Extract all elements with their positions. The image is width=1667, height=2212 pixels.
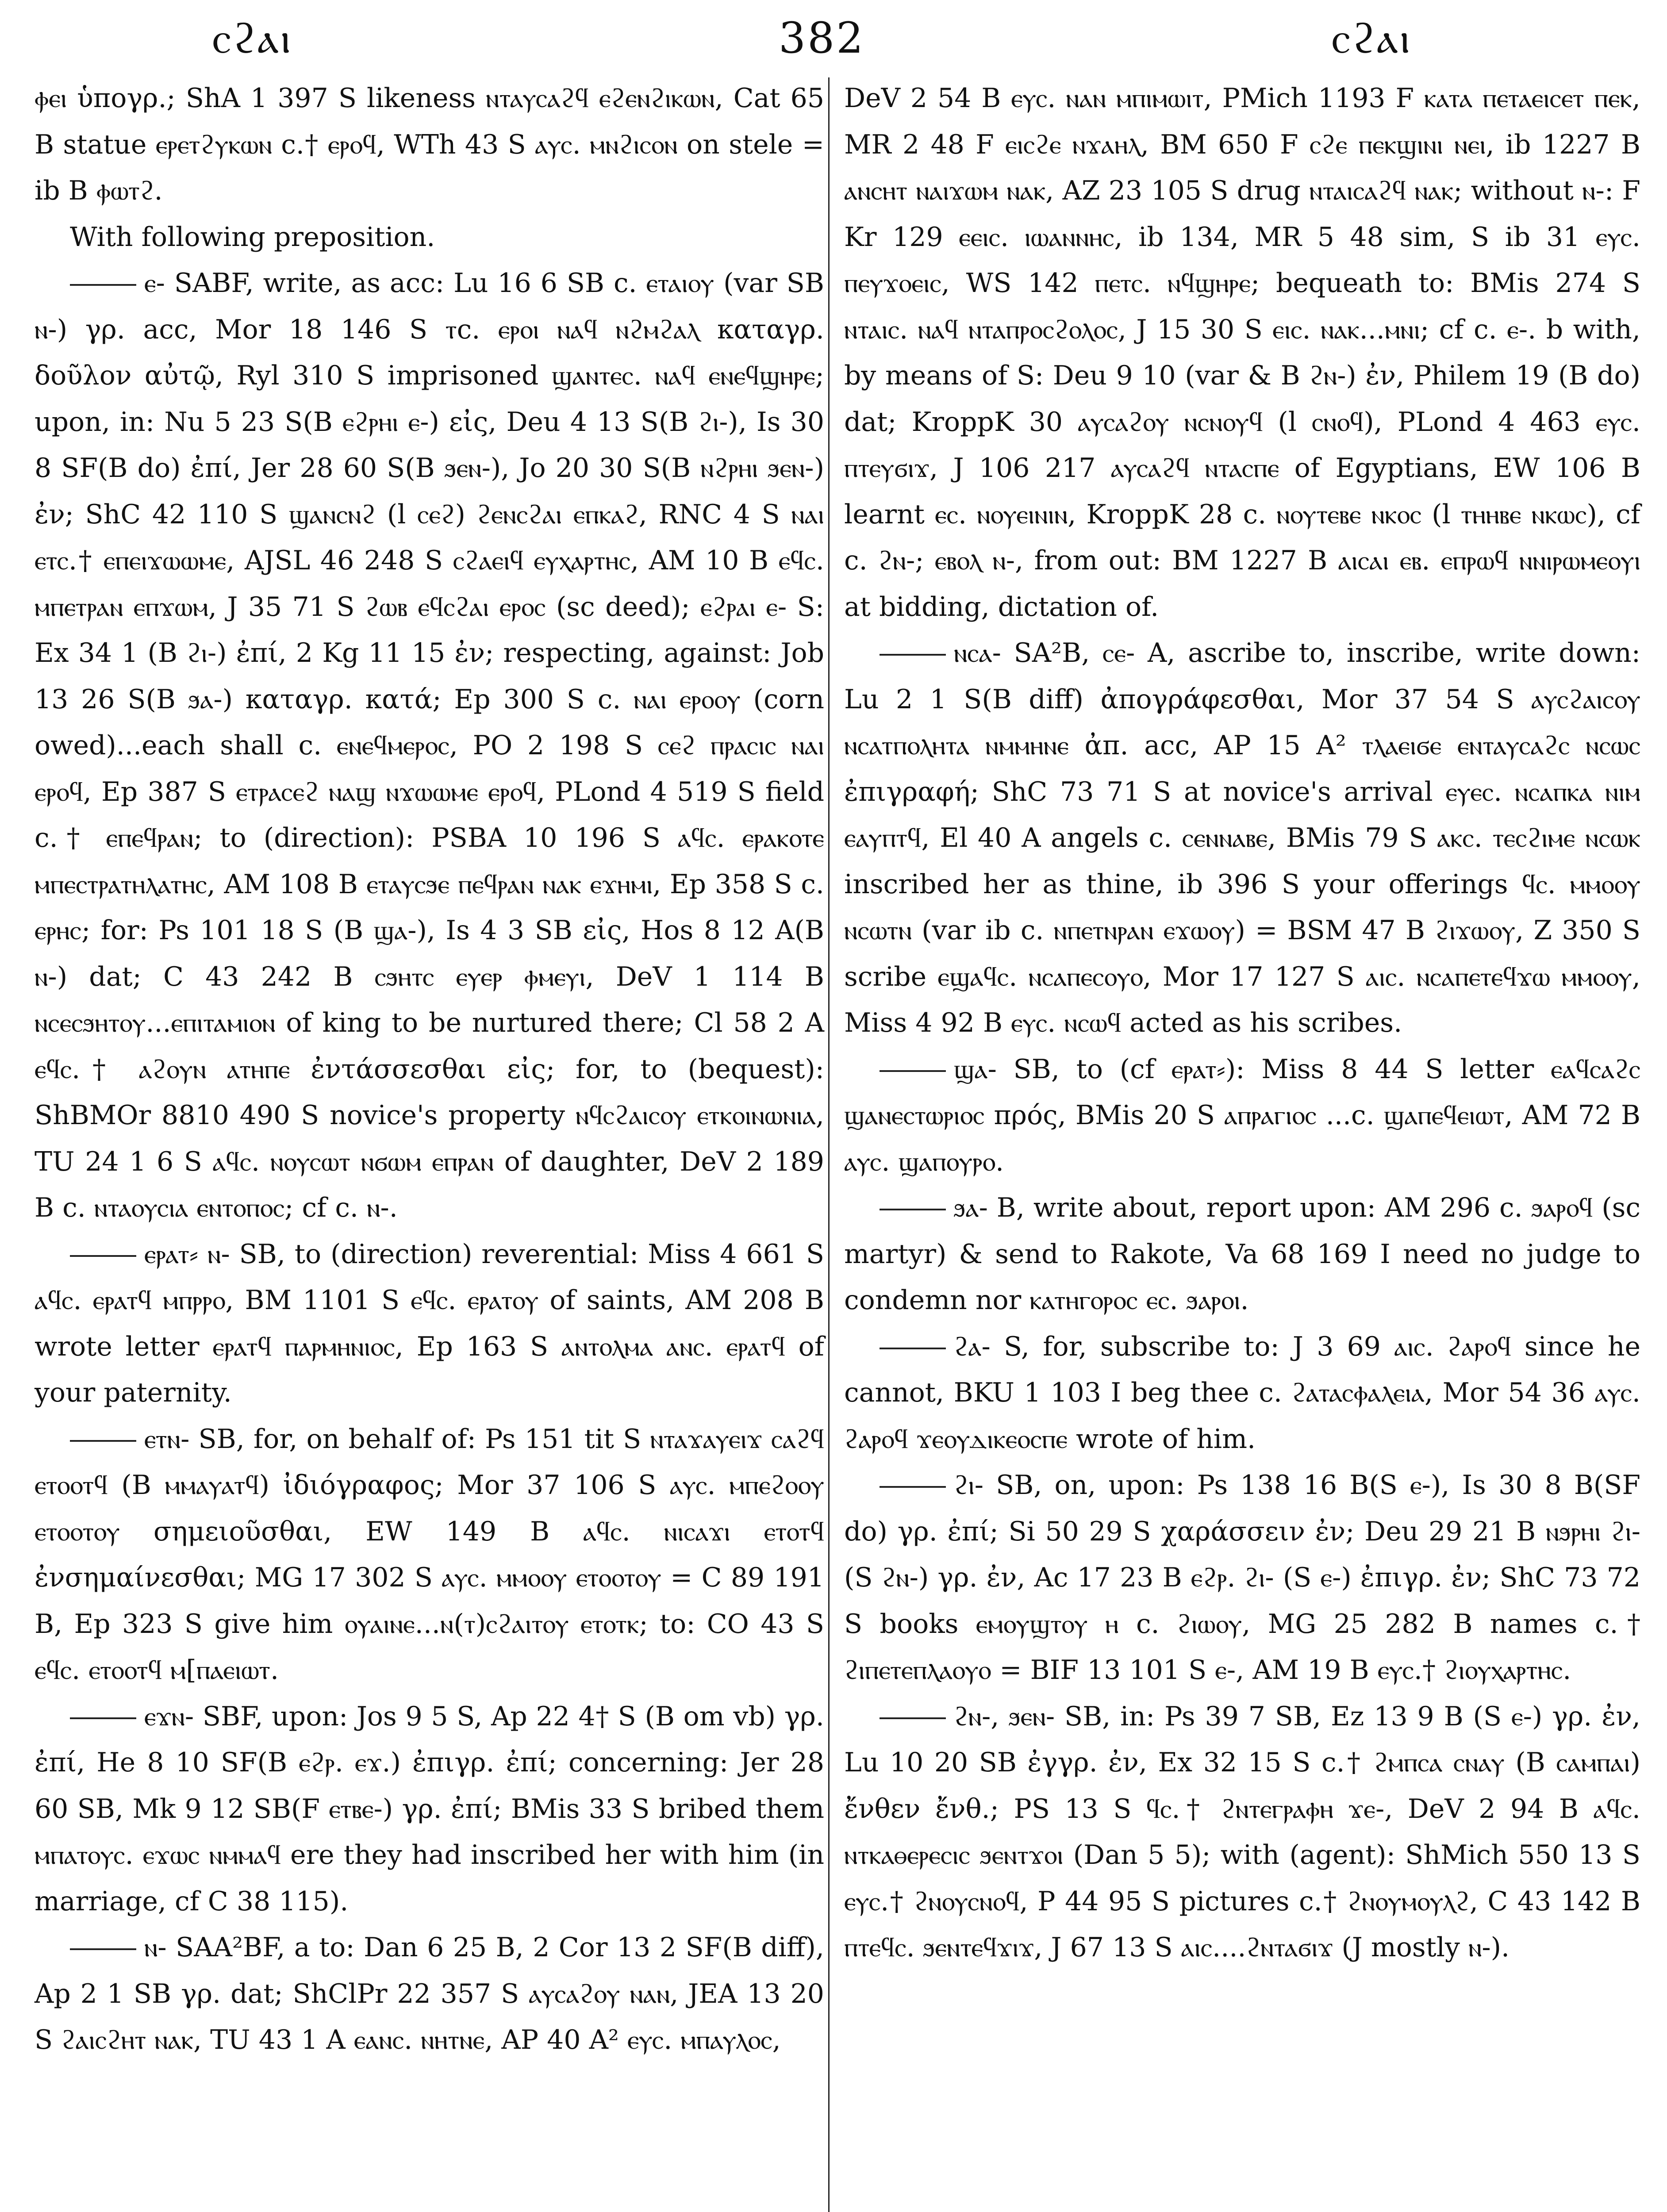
entry-continuation: DeV 2 54 B ⲉⲩⲥ. ⲛⲁⲛ ⲙⲡⲓⲙⲱⲓⲧ, PMich 1193 F ⲕⲁⲧⲁ ⲡⲉⲧⲁⲉⲓⲥⲉⲧ ⲡⲉⲕ, MR 2 48 F ⲉⲓⲥϩⲉ ⲛϫⲁⲏⲗ, BM 650 F ⲥϩⲉ ⲡⲉⲕϣⲓⲛⲓ ⲛⲉⲓ, ib 1227 B ⲁⲛⲥⲏⲧ ⲛⲁⲓϫⲱⲙ ⲛⲁⲕ, AZ 23 105 S drug ⲛⲧⲁⲓⲥⲁϩϥ ⲛⲁⲕ; without ⲛ-: F Kr 129 ⲉⲉⲓⲥ. ⲓⲱⲁⲛⲛⲏⲥ, ib 134, MR 5 48 sim, S ib 31 ⲉⲩⲥ. ⲡⲉⲩϫⲟⲉⲓⲥ, WS 142 ⲡⲉⲧⲥ. ⲛϥϣⲏⲣⲉ; bequeath to: BMis 274 S ⲛⲧⲁⲓⲥ. ⲛⲁϥ ⲛⲧⲁⲡⲣⲟⲥϩⲟⲗⲟⲥ, J 15 30 S ⲉⲓⲥ. ⲛⲁⲕ...ⲙⲛⲓ; cf c. ⲉ-. b with, by means of S: Deu 9 10 (var & B ϩⲛ-) ἐν, Philem 19 (B do) dat; KroppK 30 ⲁⲩⲥⲁϩⲟⲩ ⲛⲥⲛⲟⲩϥ (l ⲥⲛⲟϥ), PLond 4 463 ⲉⲩⲥ. ⲡⲧⲉⲩϭⲓϫ, J 106 217 ⲁⲩⲥⲁϩϥ ⲛⲧⲁⲥⲡⲉ of Egyptians, EW 106 B learnt ⲉⲥ. ⲛⲟⲩⲉⲓⲛⲓⲛ, KroppK 28 c. ⲛⲟⲩⲧⲉⲃⲉ ⲛⲕⲟⲥ (l ⲧⲏⲏⲃⲉ ⲛⲕⲱⲥ), cf c. ϩⲛ-; ⲉⲃⲟⲗ ⲛ-, from out: BM 1227 B ⲁⲓⲥⲁⲓ ⲉⲃ. ⲉⲡⲣⲱϥ ⲛⲛⲓⲣⲱⲙⲉⲟⲩⲓ at bidding, dictation of.: [844, 83, 1640, 622]
em-dash-rule: [70, 1440, 136, 1442]
page-number: 382: [779, 13, 865, 63]
subentry-text: ⲛⲥⲁ- SA²B, ⲥⲉ- A, ascribe to, inscribe, write down: Lu 2 1 S(B diff) ἀπογράφεσθαι, Mor 37 54 S ⲁⲩⲥϩⲁⲓⲥⲟⲩ ⲛⲥⲁⲧⲡⲟⲗⲏⲧⲁ ⲛⲙⲙⲏⲛⲉ ἀπ. acc, AP 15 A² ⲧⲗⲁⲉⲓϭⲉ ⲉⲛⲧⲁⲩⲥⲁϩⲥ ⲛⲥⲱⲥ ἐπιγραφή; ShC 73 71 S at novice's arrival ⲉⲩⲉⲥ. ⲛⲥⲁⲡⲕⲁ ⲛⲓⲙ ⲉⲁⲩⲡⲧϥ, El 40 A angels c. ⲥⲉⲛⲛⲁⲃⲉ, BMis 79 S ⲁⲕⲥ. ⲧⲉⲥϩⲓⲙⲉ ⲛⲥⲱⲕ inscribed her as thine, ib 396 S your offerings ϥⲥ. ⲙⲙⲟⲟⲩ ⲛⲥⲱⲧⲛ (var ib c. ⲛⲡⲉⲧⲛⲣⲁⲛ ⲉϫⲱⲟⲩ) = BSM 47 B ϩⲓϫⲱⲟⲩ, Z 350 S scribe ⲉϣⲁϥⲥ. ⲛⲥⲁⲡⲉⲥⲟⲩⲟ, Mor 17 127 S ⲁⲓⲥ. ⲛⲥⲁⲡⲉⲧⲉϥϫⲱ ⲙⲙⲟⲟⲩ, Miss 4 92 B ⲉⲩⲥ. ⲛⲥⲱϥ acted as his scribes.: [844, 637, 1640, 1038]
em-dash-rule: [880, 1717, 946, 1719]
subentry-kha: [844, 1185, 1640, 1324]
em-dash-rule: [70, 1255, 136, 1257]
subentry-sha: [844, 1046, 1640, 1185]
subentry-text: ϩⲁ- S, for, subscribe to: J 3 69 ⲁⲓⲥ. ϩⲁⲣⲟϥ since he cannot, BKU 1 103 I beg thee c. ϩⲁⲧⲁⲥⲫⲁⲗⲉⲓⲁ, Mor 54 36 ⲁⲩⲥ. ϩⲁⲣⲟϥ ϫⲉⲟⲩⲇⲓⲕⲉⲟⲥⲡⲉ wrote of him.: [844, 1331, 1640, 1455]
subentry-n: [35, 1924, 824, 2063]
running-head-left: ⲥϩⲁⲓ: [212, 13, 292, 63]
em-dash-rule: [880, 1348, 946, 1349]
subentry-hi: [844, 1462, 1640, 1694]
subentry-text: ⲉϫⲛ- SBF, upon: Jos 9 5 S, Ap 22 4† S (B om vb) γρ. ἐπί, He 8 10 SF(B ⲉϩⲣ. ⲉϫ.) ἐπιγρ. ἐπί; concerning: Jer 28 60 SB, Mk 9 12 SB(F ⲉⲧⲃⲉ-) γρ. ἐπί; BMis 33 S bribed them ⲙⲡⲁⲧⲟⲩⲥ. ⲉϫⲱⲥ ⲛⲙⲙⲁϥ ere they had inscribed her with him (in marriage, cf C 38 115).: [35, 1701, 824, 1917]
section-heading: With following preposition.: [70, 221, 435, 253]
subentry-text: ϩⲓ- SB, on, upon: Ps 138 16 B(S ⲉ-), Is 30 8 B(SF do) γρ. ἐπί; Si 50 29 S χαράσσειν ἐν; Deu 29 21 B ⲛϧⲣⲏⲓ ϩⲓ- (S ϩⲛ-) γρ. ἐν, Ac 17 23 B ⲉϩⲣ. ϩⲓ- (S ⲉ-) ἐπιγρ. ἐν; ShC 73 72 S books ⲉⲙⲟⲩϣⲧⲟⲩ ⲏ c. ϩⲓⲱⲟⲩ, MG 25 282 B names c.† ϩⲓⲡⲉⲧⲉⲡⲗⲁⲟⲩⲟ = BIF 13 101 S ⲉ-, AM 19 B ⲉⲩⲥ.† ϩⲓⲟⲩⲭⲁⲣⲧⲏⲥ.: [844, 1470, 1640, 1686]
left-column: [35, 75, 824, 2063]
em-dash-rule: [70, 1948, 136, 1950]
subentry-text: ⲉ- SABF, write, as acc: Lu 16 6 SB c. ⲉⲧⲁⲓⲟⲩ (var SB ⲛ-) γρ. acc, Mor 18 146 S ⲧc. ⲉⲣⲟⲓ ⲛⲁϥ ⲛϩⲙϩⲁⲗ καταγρ. δοῦλον αὐτῷ, Ryl 310 S imprisoned ϣⲁⲛⲧⲉⲥ. ⲛⲁϥ ⲉⲛⲉϥϣⲏⲣⲉ; upon, in: Nu 5 23 S(B ⲉϩⲣⲏⲓ ⲉ-) εἰς, Deu 4 13 S(B ϩⲓ-), Is 30 8 SF(B do) ἐπί, Jer 28 60 S(B ϧⲉⲛ-), Jo 20 30 S(B ⲛϩⲣⲏⲓ ϧⲉⲛ-) ἐν; ShC 42 110 S ϣⲁⲛⲥⲛϩ (l ⲥⲉϩ) ϩⲉⲛⲥϩⲁⲓ ⲉⲡⲕⲁϩ, RNC 4 S ⲛⲁⲓ ⲉⲧⲥ.† ⲉⲡⲉⲓϫⲱⲱⲙⲉ, AJSL 46 248 S ⲥϩⲁⲉⲓϥ ⲉⲩⲭⲁⲣⲧⲏⲥ, AM 10 B ⲉϥⲥ. ⲙⲡⲉⲧⲣⲁⲛ ⲉⲡϫⲱⲙ, J 35 71 S ϩⲱⲃ ⲉϥⲥϩⲁⲓ ⲉⲣⲟⲥ (sc deed); ⲉϩⲣⲁⲓ ⲉ- S: Ex 34 1 (B ϩⲓ-) ἐπί, 2 Kg 11 15 ἐν; respecting, against: Job 13 26 S(B ϧⲁ-) καταγρ. κατά; Ep 300 S c. ⲛⲁⲓ ⲉⲣⲟⲟⲩ (corn owed)...each shall c. ⲉⲛⲉϥⲙⲉⲣⲟⲥ, PO 2 198 S ⲥⲉϩ ⲡⲣⲁⲥⲓⲥ ⲛⲁⲓ ⲉⲣⲟϥ, Ep 387 S ⲉⲧⲣⲁⲥⲉϩ ⲛⲁϣ ⲛϫⲱⲱⲙⲉ ⲉⲣⲟϥ, PLond 4 519 S field c.† ⲉⲡⲉϥⲣⲁⲛ; to (direction): PSBA 10 196 S ⲁϥⲥ. ⲉⲣⲁⲕⲟⲧⲉ ⲙⲡⲉⲥⲧⲣⲁⲧⲏⲗⲁⲧⲏⲥ, AM 108 B ⲉⲧⲁⲩⲥϧⲉ ⲡⲉϥⲣⲁⲛ ⲛⲁⲕ ⲉϫⲏⲙⲓ, Ep 358 S c. ⲉⲣⲏⲥ; for: Ps 101 18 S (B ϣⲁ-), Is 4 3 SB εἰς, Hos 8 12 A(B ⲛ-) dat; C 43 242 B ⲥϧⲏⲧⲥ ⲉⲩⲉⲣ ⲫⲙⲉⲩⲓ, DeV 1 114 B ⲛⲥⲉⲥϧⲏⲧⲟⲩ...ⲉⲡⲓⲧⲁⲙⲓⲟⲛ of king to be nurtured there; Cl 58 2 A ⲉϥⲥ.† ⲁϩⲟⲩⲛ ⲁⲧⲏⲡⲉ ἐντάσσεσθαι εἰς; for, to (bequest): ShBMOr 8810 490 S novice's property ⲛϥⲥϩⲁⲓⲥⲟⲩ ⲉⲧⲕⲟⲓⲛⲱⲛⲓⲁ, TU 24 1 6 S ⲁϥⲥ. ⲛⲟⲩⲥⲱⲧ ⲛϭⲱⲙ ⲉⲡⲣⲁⲛ of daughter, DeV 2 189 B c. ⲛⲧⲁⲟⲩⲥⲓⲁ ⲉⲛⲧⲟⲡⲟⲥ; cf c. ⲛ-.: [35, 268, 824, 1223]
subentry-hn: [844, 1694, 1640, 1971]
subentry-erat: [35, 1231, 824, 1416]
subentry-etn: [35, 1416, 824, 1694]
em-dash-rule: [880, 1070, 946, 1072]
subentry-nsa: [844, 630, 1640, 1046]
em-dash-rule: [880, 1209, 946, 1210]
subentry-text: ϩⲛ-, ϧⲉⲛ- SB, in: Ps 39 7 SB, Ez 13 9 B (S ⲉ-) γρ. ἐν, Lu 10 20 SB ἐγγρ. ἐν, Ex 32 15 S c.† ϩⲙⲡⲥⲁ ⲥⲛⲁⲩ (B ⲥⲁⲙⲡⲁⲓ) ἔνθεν ἔνθ.; PS 13 S ϥⲥ.† ϩⲛⲧⲉⲅⲣⲁⲫⲏ ϫⲉ-, DeV 2 94 B ⲁϥⲥ. ⲛⲧⲕⲁⲑⲉⲣⲉⲥⲓⲥ ϧⲉⲛⲧϫⲟⲓ (Dan 5 5); with (agent): ShMich 550 13 S ⲉⲩⲥ.† ϩⲛⲟⲩⲥⲛⲟϥ, P 44 95 S pictures c.† ϩⲛⲟⲩⲙⲟⲩⲗϩ, C 43 142 B ⲡⲧⲉϥⲥ. ϧⲉⲛⲧⲉϥϫⲓϫ, J 67 13 S ⲁⲓⲥ....ϩⲛⲧⲁϭⲓϫ (J mostly ⲛ-).: [844, 1701, 1640, 1963]
subentry-ha: [844, 1324, 1640, 1463]
subentry-text: ⲉⲣⲁⲧ⸗ ⲛ- SB, to (direction) reverential: Miss 4 661 S ⲁϥⲥ. ⲉⲣⲁⲧϥ ⲙⲡⲣⲣⲟ, BM 1101 S ⲉϥⲥ. ⲉⲣⲁⲧⲟⲩ of saints, AM 208 B wrote letter ⲉⲣⲁⲧϥ ⲡⲁⲣⲙⲏⲛⲓⲟⲥ, Ep 163 S ⲁⲛⲧⲟⲗⲙⲁ ⲁⲛⲥ. ⲉⲣⲁⲧϥ of your paternity.: [35, 1238, 824, 1408]
em-dash-rule: [880, 654, 946, 656]
subentry-text: ϣⲁ- SB, to (cf ⲉⲣⲁⲧ⸗): Miss 8 44 S letter ⲉⲁϥⲥⲁϩⲥ ϣⲁⲛⲉⲥⲧⲱⲣⲓⲟⲥ πρός, BMis 20 S ⲁⲡⲣⲁⲅⲓⲟⲥ ...c. ϣⲁⲡⲉϥⲉⲓⲱⲧ, AM 72 B ⲁⲩⲥ. ϣⲁⲡⲟⲩⲣⲟ.: [844, 1053, 1640, 1177]
subentry-text: ⲛ- SAA²BF, a to: Dan 6 25 B, 2 Cor 13 2 SF(B diff), Ap 2 1 SB γρ. dat; ShClPr 22 357 S ⲁⲩⲥⲁϩⲟⲩ ⲛⲁⲛ, JEA 13 20 S ϩⲁⲓⲥϩⲏⲧ ⲛⲁⲕ, TU 43 1 A ⲉⲁⲛⲥ. ⲛⲏⲧⲛⲉ, AP 40 A² ⲉⲩⲥ. ⲙⲡⲁⲩⲗⲟⲥ,: [35, 1932, 824, 2055]
subentry-e: [35, 260, 824, 1231]
em-dash-rule: [70, 1717, 136, 1719]
entry-paragraph: ⲫⲉⲓ ὑπογρ.; ShA 1 397 S likeness ⲛⲧⲁⲩⲥⲁϩϥ ⲉϩⲉⲛϩⲓⲕⲱⲛ, Cat 65 B statue ⲉⲣⲉⲧϩⲩⲕⲱⲛ c.† ⲉⲣⲟϥ, WTh 43 S ⲁⲩⲥ. ⲙⲛϩⲓⲥⲟⲛ on stele = ib B ⲫⲱⲧϩ.: [35, 83, 824, 206]
right-column: [844, 75, 1640, 1971]
subentry-ejn: [35, 1694, 824, 1925]
subentry-text: ϧⲁ- B, write about, report upon: AM 296 c. ϧⲁⲣⲟϥ (sc martyr) & send to Rakote, Va 68 169 I need no judge to condemn nor ⲕⲁⲧⲏⲅⲟⲣⲟⲥ ⲉⲥ. ϧⲁⲣⲟⲓ.: [844, 1192, 1640, 1316]
running-head-right: ⲥϩⲁⲓ: [1332, 13, 1412, 63]
subentry-text: ⲉⲧⲛ- SB, for, on behalf of: Ps 151 tit S ⲛⲧⲁϫⲁⲩⲉⲓϫ ⲥⲁϩϥ ⲉⲧⲟⲟⲧϥ (B ⲙⲙⲁⲩⲁⲧϥ) ἰδιόγραφος; Mor 37 106 S ⲁⲩⲥ. ⲙⲡⲉϩⲟⲟⲩ ⲉⲧⲟⲟⲧⲟⲩ σημειοῦσθαι, EW 149 B ⲁϥⲥ. ⲛⲓⲥⲁϫⲓ ⲉⲧⲟⲧϥ ἐνσημαίνεσθαι; MG 17 302 S ⲁⲩⲥ. ⲙⲙⲟⲟⲩ ⲉⲧⲟⲟⲧⲟⲩ = C 89 191 B, Ep 323 S give him ⲟⲩⲁⲓⲛⲉ...ⲛ(ⲧ)ⲥϩⲁⲓⲧⲟⲩ ⲉⲧⲟⲧⲕ; to: CO 43 S ⲉϥⲥ. ⲉⲧⲟⲟⲧϥ ⲙ[ⲡⲁⲉⲓⲱⲧ.: [35, 1423, 824, 1686]
column-divider: [828, 77, 830, 2212]
em-dash-rule: [880, 1486, 946, 1488]
em-dash-rule: [70, 284, 136, 286]
